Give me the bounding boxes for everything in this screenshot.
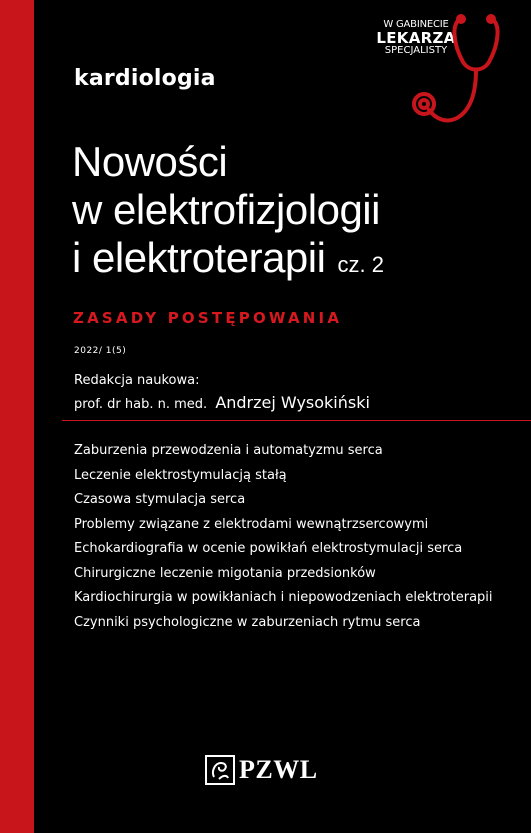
badge-line-3: SPECJALISTY bbox=[384, 45, 448, 57]
editor-name: Andrzej Wysokiński bbox=[215, 393, 370, 412]
topic-item: Echokardiografia w ocenie powikłań elektrostymulacji serca bbox=[74, 541, 463, 556]
publisher-logo bbox=[205, 755, 318, 785]
badge-line-2: LEKARZA bbox=[376, 28, 456, 47]
topics-list bbox=[74, 443, 494, 639]
book-title bbox=[72, 138, 512, 289]
editor-line bbox=[74, 393, 370, 412]
red-divider bbox=[62, 420, 531, 421]
topic-item: Kardiochirurgia w powikłaniach i niepowodzeniach elektroterapii bbox=[74, 590, 493, 605]
topic-item: Zaburzenia przewodzenia i automatyzmu serca bbox=[74, 443, 383, 458]
issue-number: 2022/ 1(5) bbox=[74, 346, 127, 356]
subtitle: ZASADY POSTĘPOWANIA bbox=[73, 309, 343, 327]
topic-item: Czasowa stymulacja serca bbox=[74, 492, 246, 507]
topic-item: Problemy związane z elektrodami wewnątrzsercowymi bbox=[74, 516, 429, 532]
topic-item: Chirurgiczne leczenie migotania przedsionków bbox=[74, 565, 376, 581]
publisher-name: PZWL bbox=[239, 755, 318, 784]
title-part: cz. 2 bbox=[337, 252, 384, 277]
title-line-2: w elektrofizjologii bbox=[72, 186, 380, 233]
topic-item: Leczenie elektrostymulacją stałą bbox=[74, 467, 287, 483]
title-line-3-wrap bbox=[72, 234, 512, 289]
series-category: kardiologia bbox=[74, 66, 216, 91]
pzwl-logo-icon bbox=[205, 755, 235, 785]
badge-line-1: W GABINECIE bbox=[383, 19, 449, 30]
red-spine-band bbox=[0, 0, 34, 833]
title-line-1: Nowości bbox=[72, 138, 228, 185]
title-line-3: i elektroterapii bbox=[72, 234, 326, 281]
stethoscope-icon bbox=[405, 10, 515, 132]
topic-item: Czynniki psychologiczne w zaburzeniach rytmu serca bbox=[74, 614, 421, 630]
editor-prefix: prof. dr hab. n. med. bbox=[74, 397, 208, 412]
editor-label: Redakcja naukowa: bbox=[74, 373, 200, 388]
